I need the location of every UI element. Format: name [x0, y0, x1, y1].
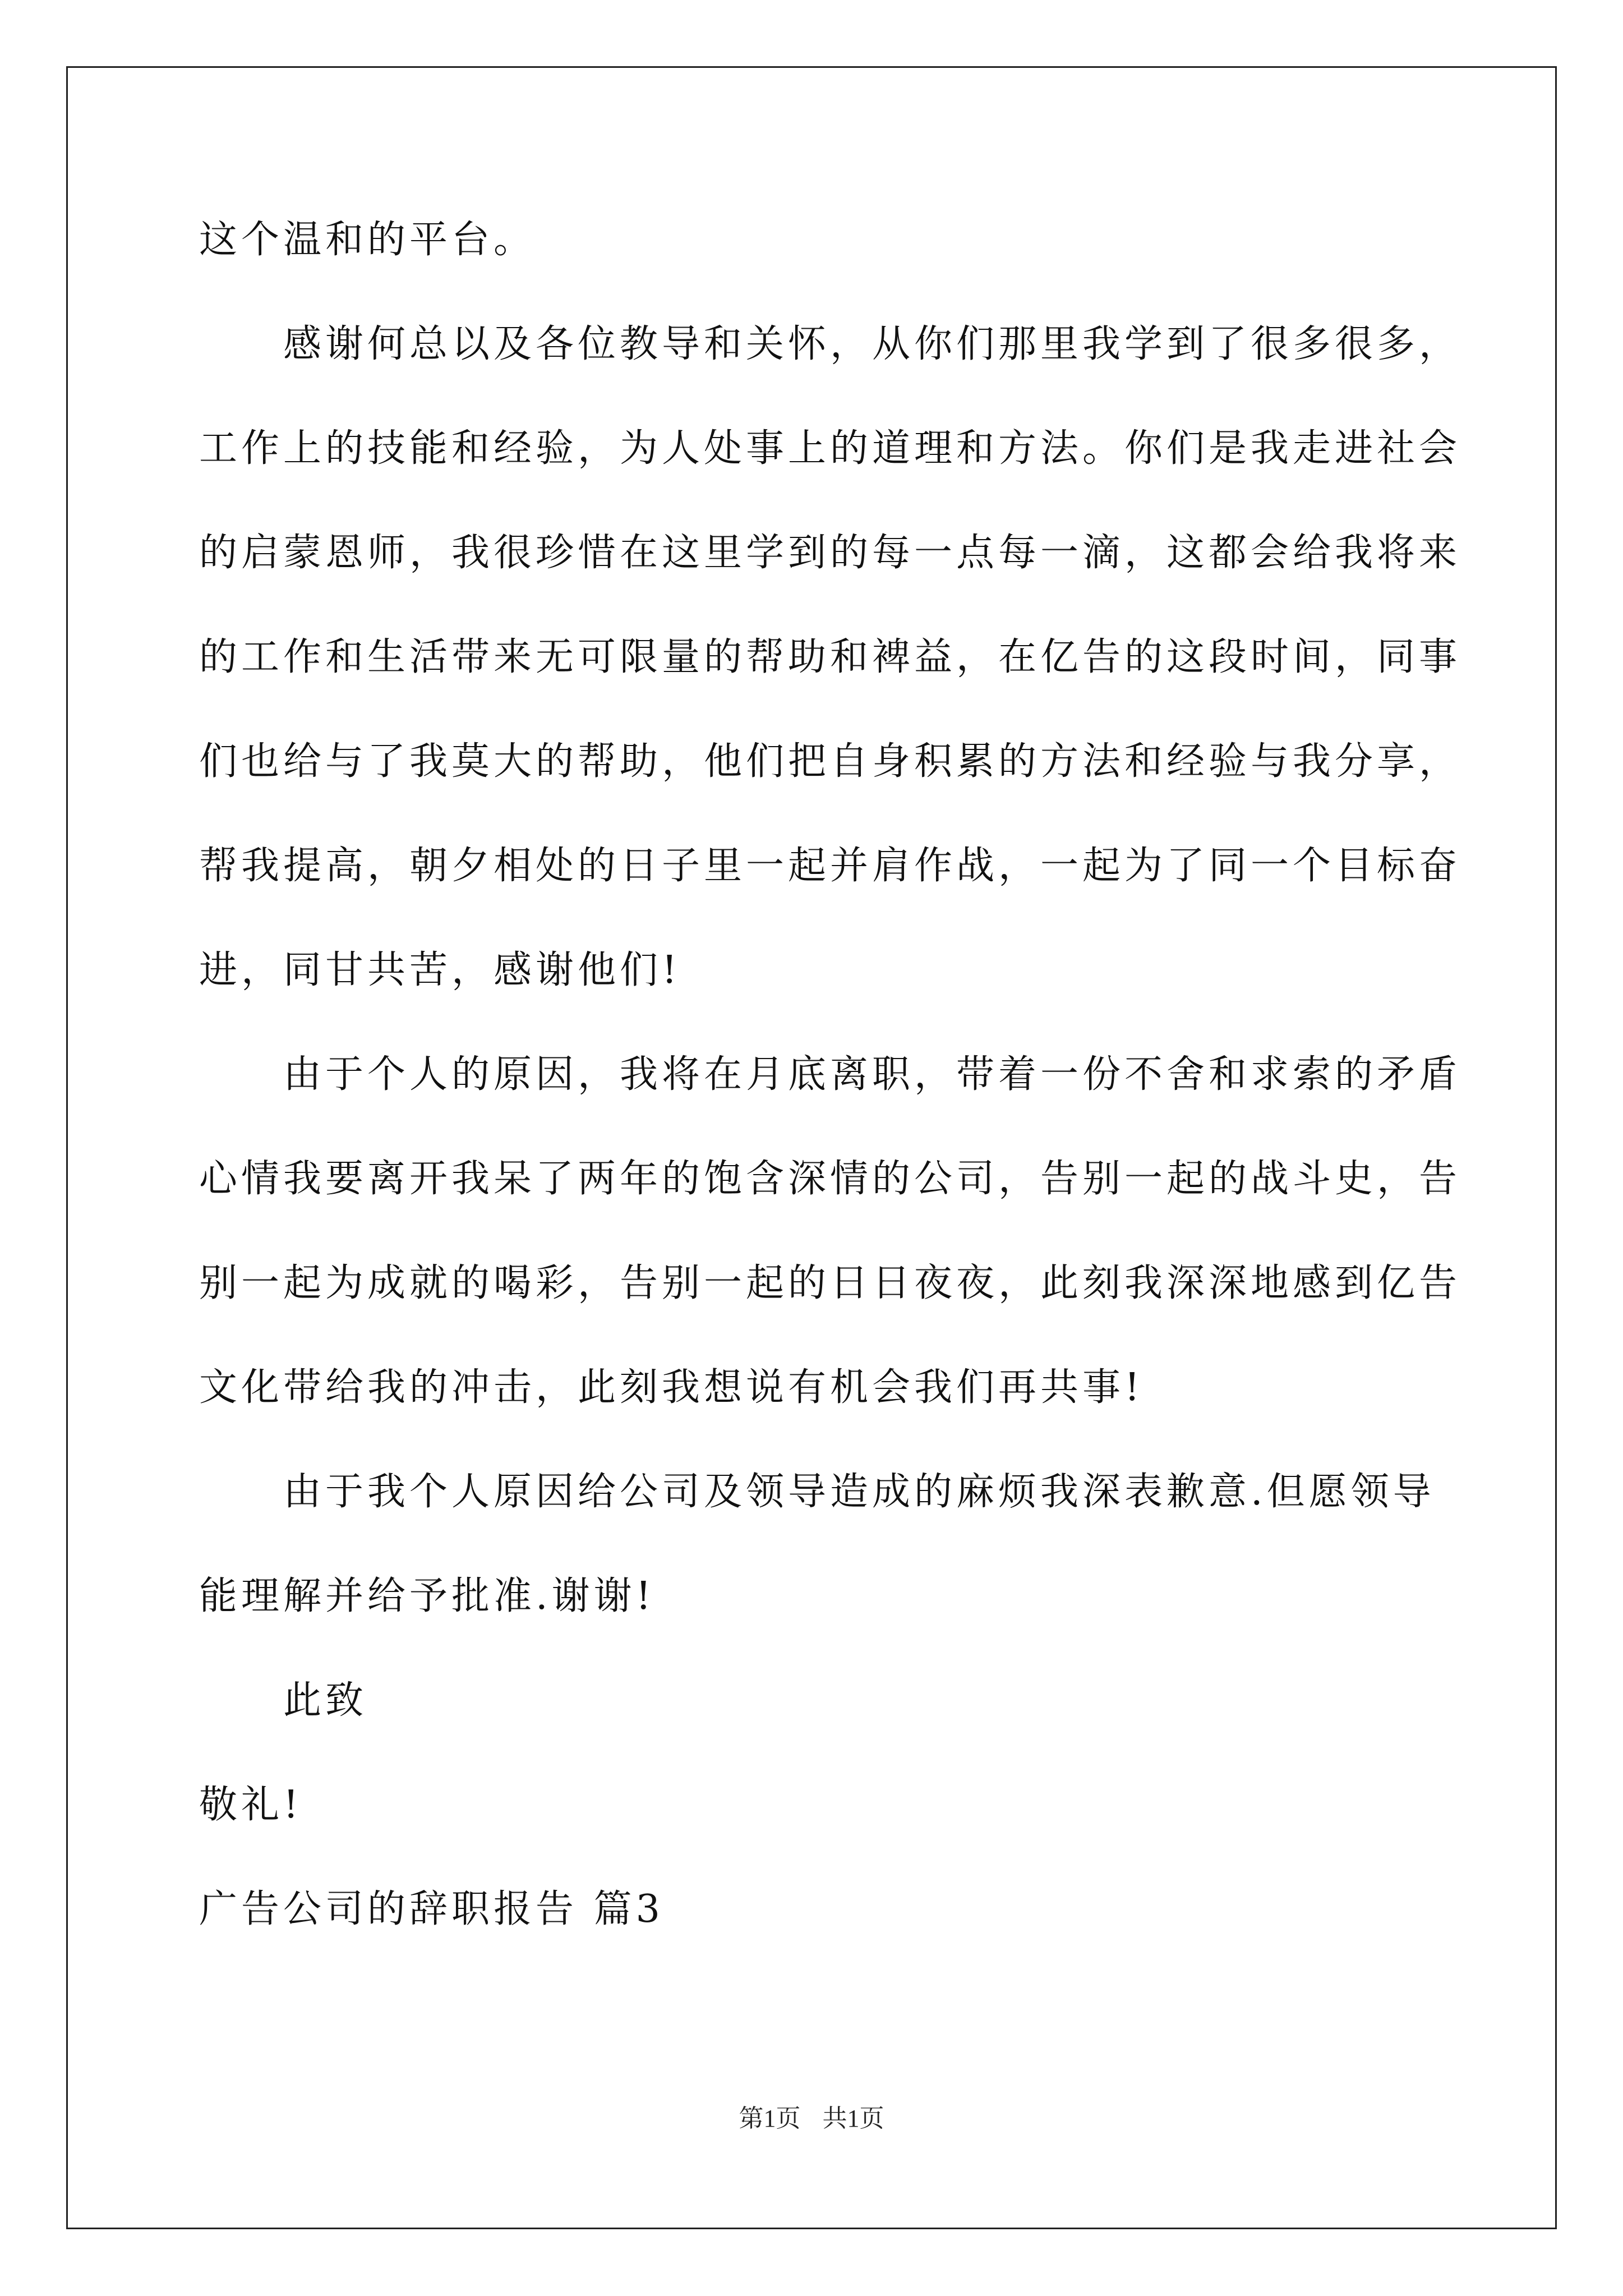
text-line: 由于个人的原因，我将在月底离职，带着一份不舍和求索的矛盾 — [283, 1052, 1461, 1097]
text-line: 工作上的技能和经验，为人处事上的道理和方法。你们是我走进社会 — [199, 426, 1461, 471]
section-heading: 广告公司的辞职报告 篇3 — [199, 1887, 664, 1931]
text-line: 的工作和生活带来无可限量的帮助和裨益，在亿告的这段时间，同事 — [199, 635, 1461, 679]
text-line: 帮我提高，朝夕相处的日子里一起并肩作战，一起为了同一个目标奋 — [199, 844, 1461, 888]
page-number: 第1页 — [739, 2105, 801, 2132]
text-line: 心情我要离开我呆了两年的饱含深情的公司，告别一起的战斗史，告 — [199, 1157, 1461, 1201]
text-line: 感谢何总以及各位教导和关怀，从你们那里我学到了很多很多， — [283, 322, 1461, 366]
text-line: 能理解并给予批准.谢谢! — [199, 1574, 655, 1618]
page-total: 共1页 — [822, 2105, 884, 2132]
text-line: 的启蒙恩师，我很珍惜在这里学到的每一点每一滴，这都会给我将来 — [199, 531, 1461, 575]
page-footer — [0, 2098, 1623, 2134]
text-line: 由于我个人原因给公司及领导造成的麻烦我深表歉意.但愿领导 — [283, 1470, 1435, 1514]
closing-salutation: 此致 — [283, 1678, 368, 1723]
closing-regards: 敬礼! — [199, 1783, 303, 1827]
text-line: 进，同甘共苦，感谢他们! — [199, 948, 681, 992]
text-line: 这个温和的平台。 — [199, 218, 536, 262]
document-body — [199, 213, 1461, 1987]
text-line: 别一起为成就的喝彩，告别一起的日日夜夜，此刻我深深地感到亿告 — [199, 1261, 1461, 1305]
text-line: 文化带给我的冲击，此刻我想说有机会我们再共事! — [199, 1365, 1144, 1410]
text-line: 们也给与了我莫大的帮助，他们把自身积累的方法和经验与我分享， — [199, 739, 1461, 784]
